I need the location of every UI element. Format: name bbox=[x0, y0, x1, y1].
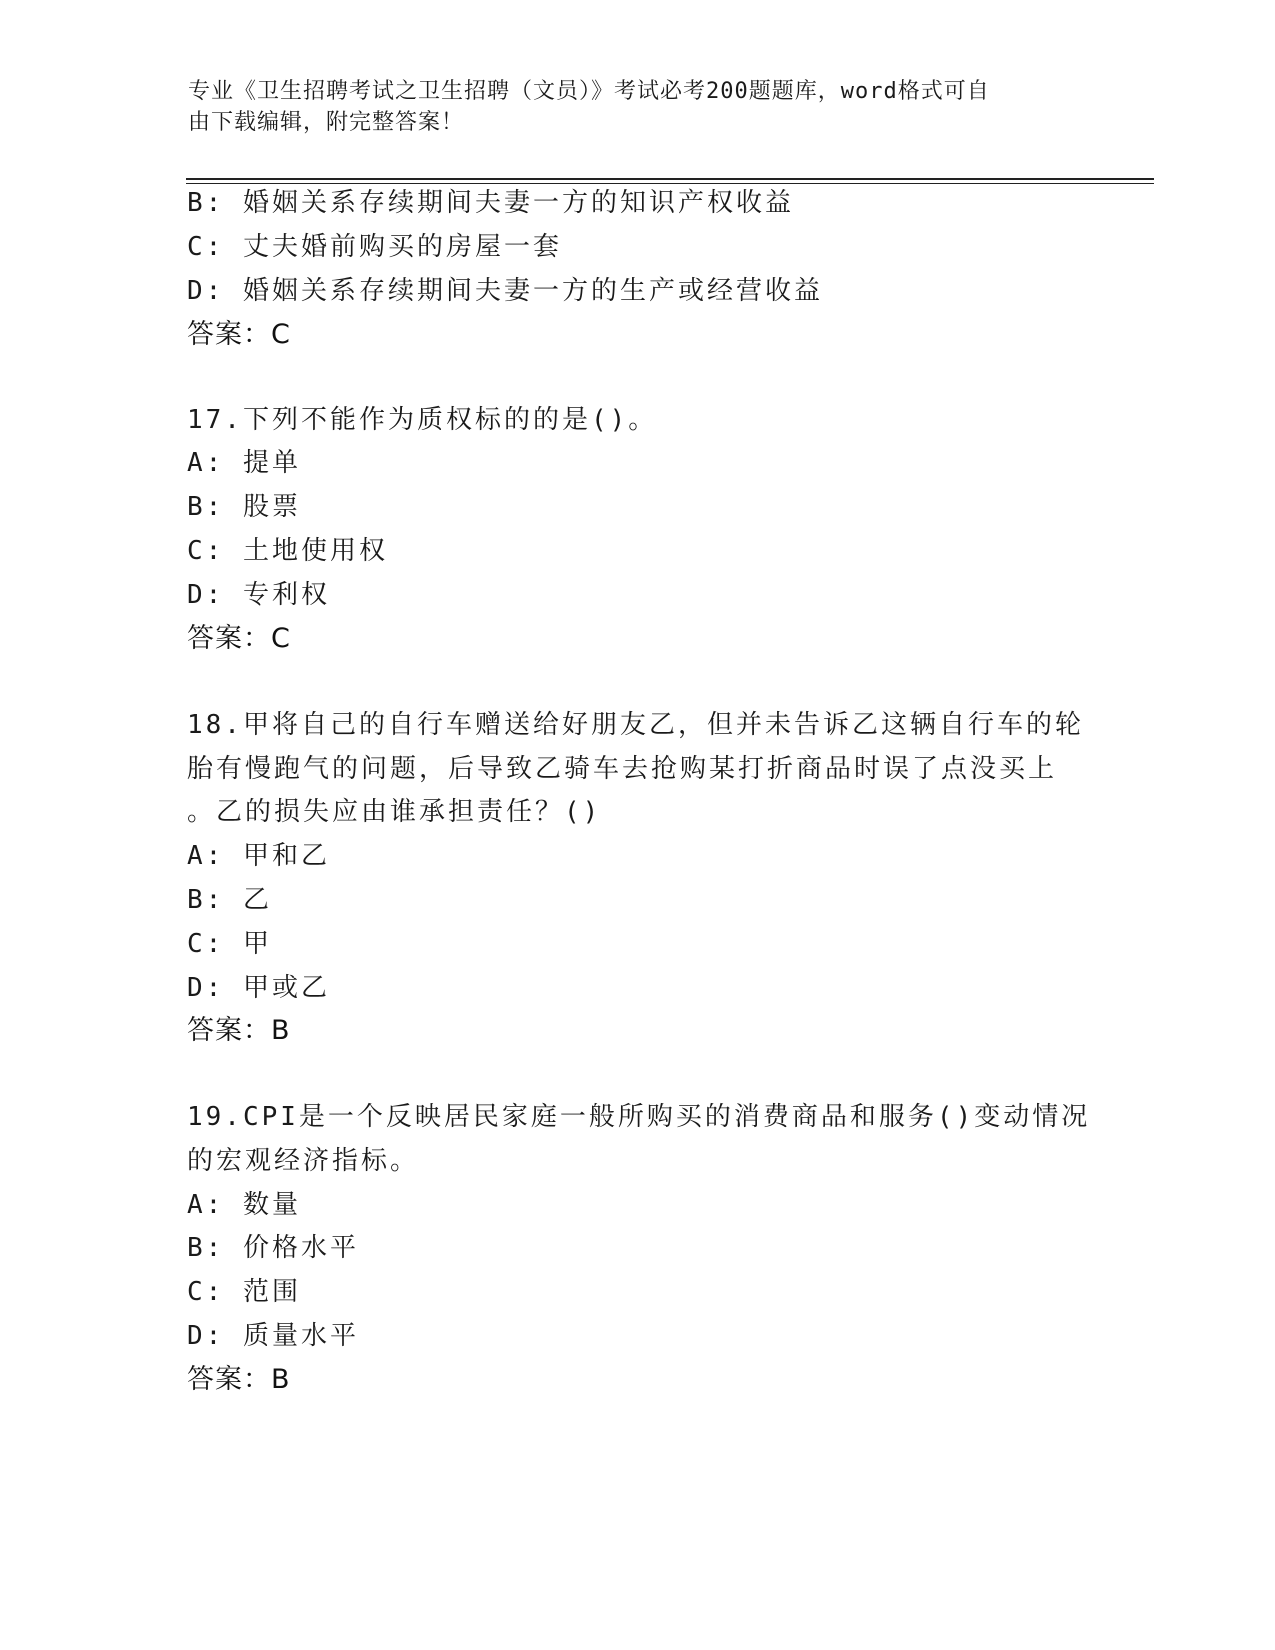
question-19-line-1: 19.CPI是一个反映居民家庭一般所购买的消费商品和服务()变动情况 bbox=[187, 1102, 1091, 1132]
q19-answer: 答案：B bbox=[187, 1364, 291, 1395]
q18-option-d: D: 甲或乙 bbox=[187, 973, 330, 1003]
q17-option-d: D: 专利权 bbox=[187, 580, 330, 610]
option-b: B: 婚姻关系存续期间夫妻一方的知识产权收益 bbox=[187, 188, 794, 218]
q18-option-a: A: 甲和乙 bbox=[187, 841, 330, 871]
q18-option-b: B: 乙 bbox=[187, 885, 272, 915]
q19-option-b: B: 价格水平 bbox=[187, 1233, 359, 1263]
question-17-text: 17.下列不能作为质权标的的是()。 bbox=[187, 405, 658, 435]
q17-option-b: B: 股票 bbox=[187, 492, 301, 522]
question-18-line-2: 胎有慢跑气的问题，后导致乙骑车去抢购某打折商品时误了点没买上 bbox=[187, 754, 1058, 784]
question-19-line-2: 的宏观经济指标。 bbox=[187, 1146, 420, 1176]
option-d: D: 婚姻关系存续期间夫妻一方的生产或经营收益 bbox=[187, 276, 823, 306]
q17-option-a: A: 提单 bbox=[187, 448, 301, 478]
option-c: C: 丈夫婚前购买的房屋一套 bbox=[187, 232, 562, 262]
header-divider-thin bbox=[186, 183, 1154, 184]
question-18-line-1: 18.甲将自己的自行车赠送给好朋友乙，但并未告诉乙这辆自行车的轮 bbox=[187, 710, 1084, 740]
answer: 答案：C bbox=[187, 319, 291, 350]
q17-option-c: C: 土地使用权 bbox=[187, 536, 388, 566]
header-line-2: 由下载编辑，附完整答案！ bbox=[188, 110, 465, 135]
header-divider-thick bbox=[186, 178, 1154, 180]
q17-answer: 答案：C bbox=[187, 623, 291, 654]
q18-answer: 答案：B bbox=[187, 1015, 291, 1046]
q19-option-a: A: 数量 bbox=[187, 1190, 301, 1220]
q18-option-c: C: 甲 bbox=[187, 929, 272, 959]
q19-option-d: D: 质量水平 bbox=[187, 1321, 359, 1351]
document-header bbox=[188, 76, 1068, 138]
question-18-line-3: 。乙的损失应由谁承担责任？() bbox=[187, 797, 602, 827]
header-line-1: 专业《卫生招聘考试之卫生招聘（文员）》考试必考200题题库，word格式可自 bbox=[188, 79, 990, 104]
q19-option-c: C: 范围 bbox=[187, 1277, 301, 1307]
